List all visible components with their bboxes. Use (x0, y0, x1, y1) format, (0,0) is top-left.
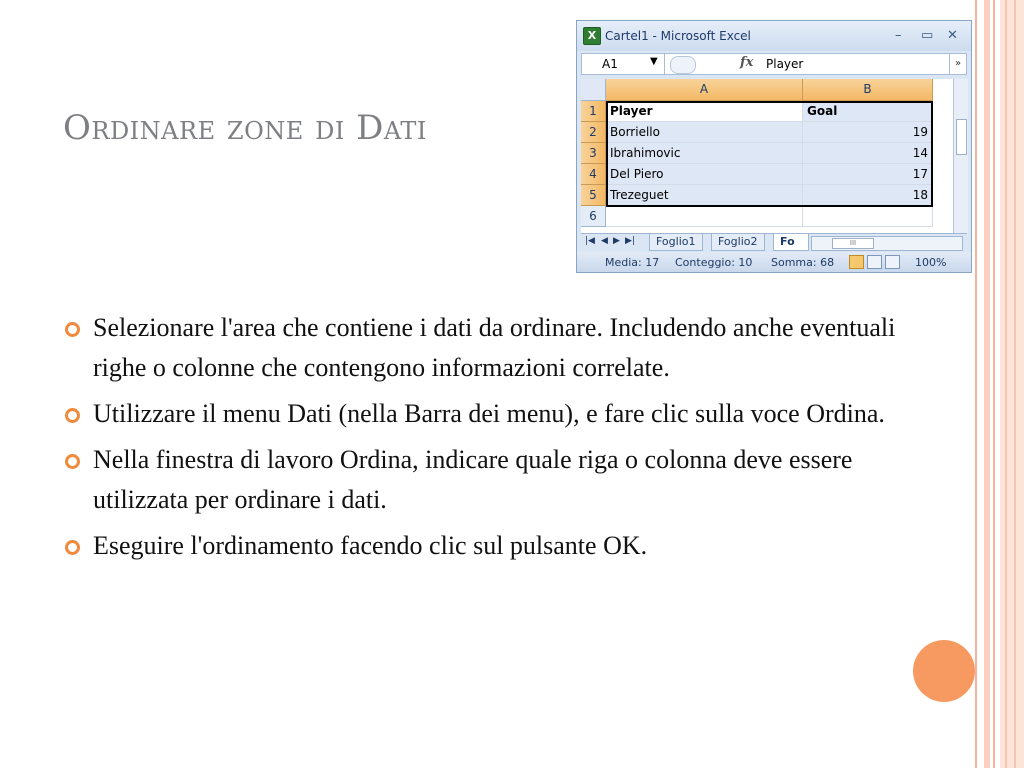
status-somma: Somma: 68 (771, 256, 835, 269)
sheet-tab-foglio1[interactable]: Foglio1 (649, 234, 703, 251)
cell-a3[interactable]: Ibrahimovic (606, 143, 803, 164)
decor-stripe (984, 0, 990, 768)
select-all-corner[interactable] (581, 79, 606, 101)
excel-window-title: Cartel1 - Microsoft Excel (605, 29, 751, 43)
normal-view-icon[interactable] (849, 255, 864, 269)
cell-b3[interactable]: 14 (803, 143, 933, 164)
bullet-text: Selezionare l'area che contiene i dati da ordinare. Includendo anche eventuali righe o colonne che contengono informazioni correlate. (93, 313, 896, 382)
excel-logo-icon: X (583, 27, 601, 45)
bullet-ring-icon (65, 322, 80, 337)
formula-input[interactable]: Player (766, 57, 804, 71)
cell-a4[interactable]: Del Piero (606, 164, 803, 185)
column-header-b[interactable]: B (803, 79, 933, 101)
minimize-button[interactable]: – (895, 28, 902, 43)
slide-title: Ordinare zone di Dati (63, 108, 427, 148)
bullet-text: Eseguire l'ordinamento facendo clic sul pulsante OK. (93, 531, 648, 560)
name-box[interactable] (582, 54, 665, 74)
horizontal-scroll-thumb[interactable]: III (832, 238, 874, 249)
cell-b5[interactable]: 18 (803, 185, 933, 206)
bullet-ring-icon (65, 540, 80, 555)
next-sheet-icon[interactable]: ▶ (613, 236, 620, 246)
decor-stripe (993, 0, 995, 768)
worksheet-grid[interactable] (581, 79, 953, 233)
cell-a2[interactable]: Borriello (606, 122, 803, 143)
bullet-ring-icon (65, 408, 80, 423)
cell-b4[interactable]: 17 (803, 164, 933, 185)
prev-sheet-icon[interactable]: ◀ (601, 236, 608, 246)
column-header-a[interactable]: A (606, 79, 803, 101)
insert-function-button[interactable]: fx (740, 55, 754, 70)
page-layout-view-icon[interactable] (867, 255, 882, 269)
vertical-scroll-thumb[interactable] (956, 119, 967, 155)
page-break-view-icon[interactable] (885, 255, 900, 269)
row-header-2[interactable]: 2 (581, 122, 606, 143)
bullet-item (60, 440, 940, 520)
sheet-tab-bar (581, 233, 967, 252)
vertical-scrollbar[interactable] (953, 79, 968, 233)
cell-b2[interactable]: 19 (803, 122, 933, 143)
formula-bar (581, 53, 967, 75)
last-sheet-icon[interactable]: ▶| (625, 236, 635, 246)
sheet-tab-foglio3[interactable]: Fo (773, 234, 809, 251)
cell-b1[interactable]: Goal (803, 101, 933, 122)
cell-a1[interactable]: Player (606, 101, 803, 122)
expand-formula-bar-icon[interactable]: » (949, 54, 966, 74)
bullet-item (60, 308, 940, 388)
formula-bar-toggle[interactable] (670, 56, 696, 74)
cell-a5[interactable]: Trezeguet (606, 185, 803, 206)
decor-stripe (1014, 0, 1016, 768)
name-box-value: A1 (602, 57, 618, 71)
status-bar (577, 252, 971, 272)
decor-stripe (1005, 0, 1007, 768)
first-sheet-icon[interactable]: |◀ (585, 236, 595, 246)
bullet-text: Nella finestra di lavoro Ordina, indicare quale riga o colonna deve essere utilizzata per ordinare i dati. (93, 445, 853, 514)
sheet-tab-foglio2[interactable]: Foglio2 (711, 234, 765, 251)
decor-circle (913, 640, 975, 702)
cell-a6[interactable] (606, 206, 803, 227)
row-header-5[interactable]: 5 (581, 185, 606, 206)
decor-stripe (1000, 0, 1024, 768)
dropdown-arrow-icon[interactable]: ▼ (650, 56, 658, 67)
cell-b6[interactable] (803, 206, 933, 227)
status-media: Media: 17 (605, 256, 660, 269)
row-header-6[interactable]: 6 (581, 206, 606, 227)
bullet-text: Utilizzare il menu Dati (nella Barra dei menu), e fare clic sulla voce Ordina. (93, 399, 885, 428)
row-header-3[interactable]: 3 (581, 143, 606, 164)
status-conteggio: Conteggio: 10 (675, 256, 753, 269)
row-header-4[interactable]: 4 (581, 164, 606, 185)
row-header-1[interactable]: 1 (581, 101, 606, 122)
bullet-item (60, 526, 940, 566)
maximize-button[interactable]: ▭ (921, 28, 934, 43)
close-button[interactable]: ✕ (947, 28, 958, 43)
bullet-list (60, 308, 940, 572)
excel-window (576, 20, 972, 273)
bullet-ring-icon (65, 454, 80, 469)
decor-stripe (975, 0, 977, 768)
excel-titlebar (577, 21, 971, 51)
zoom-level[interactable]: 100% (915, 256, 947, 269)
bullet-item (60, 394, 940, 434)
horizontal-scrollbar[interactable] (811, 236, 963, 251)
